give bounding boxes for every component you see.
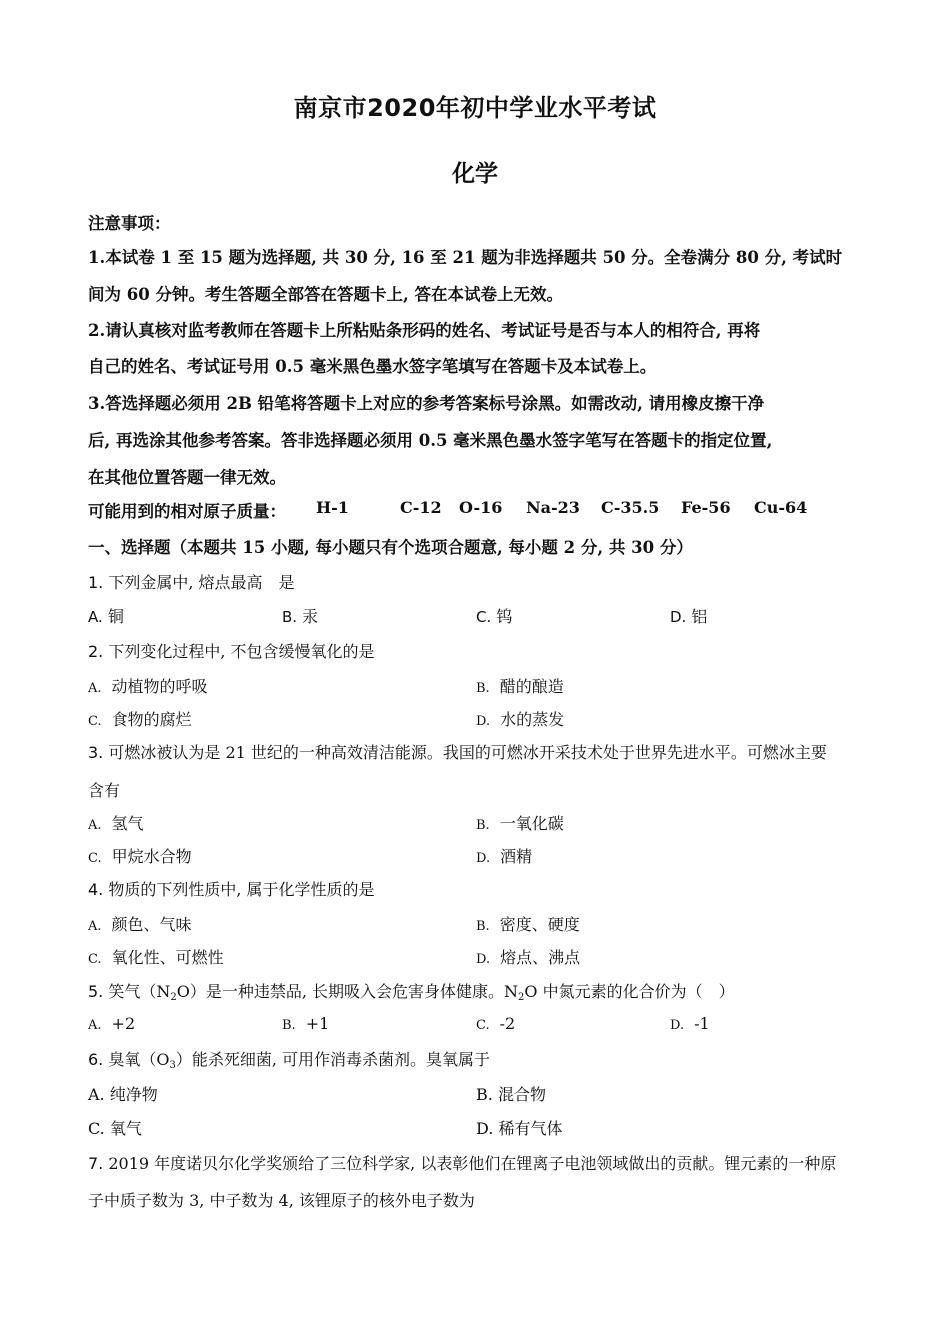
question-text: 2019 年度诺贝尔化学奖颁给了三位科学家, 以表彰他们在锂离子电池领域做出的贡献。锂元素的一种原 [108, 1154, 837, 1173]
option-label: C. [88, 714, 102, 729]
question-number: 2. [88, 642, 104, 661]
option [88, 811, 144, 834]
option-label: D. [476, 952, 491, 967]
atomic-masses-label: 可能用到的相对原子质量： [88, 502, 286, 521]
question-stem [88, 1151, 836, 1174]
option-label: B. [282, 608, 298, 626]
option-label: A. [88, 608, 103, 626]
question-stem [88, 740, 827, 763]
option-text: 氧气 [109, 1119, 142, 1138]
question-stem [88, 1047, 490, 1071]
question-stem [88, 979, 735, 1003]
subscript: 2 [170, 992, 177, 1003]
option-text: 纯净物 [109, 1085, 158, 1104]
option-text: 水的蒸发 [500, 710, 565, 729]
question-stem [88, 639, 375, 662]
option [88, 912, 192, 935]
option-label: B. [282, 1018, 296, 1033]
option [88, 674, 208, 697]
option-label: B. [476, 919, 490, 934]
question-text: ）能杀死细菌, 可用作消毒杀菌剂。臭氧属于 [175, 1050, 491, 1069]
atomic-masses [88, 498, 286, 522]
question-text: O 中氮元素的化合价为（ ） [524, 982, 735, 1001]
option-text: 稀有气体 [498, 1119, 563, 1138]
question-text-cont: 含有 [88, 781, 121, 800]
section-heading: 一、选择题（本题共 15 小题, 每小题只有个选项合题意, 每小题 2 分, 共 30 分） [88, 538, 693, 557]
option [88, 945, 224, 968]
notice-line: 2.请认真核对监考教师在答题卡上所粘贴条形码的姓名、考试证号是否与本人的相符合, 再将 [88, 321, 761, 340]
option-text: +1 [305, 1014, 330, 1033]
option-text: 铝 [691, 607, 708, 626]
option-text: 氢气 [111, 814, 144, 833]
question-text: O）是一种违禁品, 长期吸入会危害身体健康。N [176, 982, 519, 1001]
option-text: 钨 [496, 607, 513, 626]
option [88, 604, 124, 627]
atomic-mass-item: O-16 [459, 498, 503, 517]
option-label: B. [476, 681, 490, 696]
option-label: B. [476, 1085, 493, 1104]
option [88, 1082, 158, 1105]
option-text: 密度、硬度 [499, 915, 580, 934]
question-text-cont: 子中质子数为 3, 中子数为 4, 该锂原子的核外电子数为 [88, 1191, 475, 1210]
option-label: D. [476, 851, 491, 866]
option-label: C. [88, 1119, 105, 1138]
option [282, 1014, 329, 1033]
question-text: 物质的下列性质中, 属于化学性质的是 [108, 880, 375, 899]
option [476, 844, 532, 867]
option [476, 1116, 562, 1139]
atomic-mass-item: C-35.5 [601, 498, 660, 517]
question-text: 下列金属中, 熔点最高 是 [108, 573, 295, 592]
atomic-mass-item: H-1 [316, 498, 349, 517]
option-label: A. [88, 1085, 105, 1104]
option-label: D. [670, 1018, 685, 1033]
option-text: 醋的酿造 [499, 677, 564, 696]
question-number: 6. [88, 1050, 104, 1069]
notice-line: 1.本试卷 1 至 15 题为选择题, 共 30 分, 16 至 21 题为非选择题共 50 分。全卷满分 80 分, 考试时 [88, 248, 843, 267]
option [476, 707, 564, 730]
subscript: 3 [169, 1060, 176, 1071]
option-label: A. [88, 681, 102, 696]
option [88, 844, 192, 867]
notice-line: 间为 60 分钟。考生答题全部答在答题卡上, 答在本试卷上无效。 [88, 285, 563, 304]
option [670, 1014, 710, 1033]
option-label: C. [88, 952, 102, 967]
option-text: 氧化性、可燃性 [111, 948, 224, 967]
option-label: A. [88, 818, 102, 833]
notice-line: 自己的姓名、考试证号用 0.5 毫米黑色墨水签字笔填写在答题卡及本试卷上。 [88, 357, 657, 376]
option-label: C. [88, 851, 102, 866]
question-text: 臭氧（O [108, 1050, 170, 1069]
question-text: 笑气（N [108, 982, 171, 1001]
option-label: D. [670, 608, 687, 626]
option [476, 912, 580, 935]
question-number: 1. [88, 573, 104, 592]
atomic-mass-item: Cu-64 [754, 498, 808, 517]
option-text: -1 [694, 1014, 710, 1033]
question-number: 4. [88, 880, 104, 899]
notice-line: 在其他位置答题一律无效。 [88, 468, 286, 487]
option-text: 酒精 [500, 847, 533, 866]
option-label: C. [476, 1018, 490, 1033]
question-number: 3. [88, 743, 104, 762]
option-text: 熔点、沸点 [500, 948, 581, 967]
question-number: 5. [88, 982, 104, 1001]
notice-line: 3.答选择题必须用 2B 铅笔将答题卡上对应的参考答案标号涂黑。如需改动, 请用橡皮擦干净 [88, 394, 765, 413]
option-text: 汞 [302, 607, 319, 626]
question-text: 下列变化过程中, 不包含缓慢氧化的是 [108, 642, 375, 661]
exam-title: 南京市2020年初中学业水平考试 [293, 94, 657, 122]
option [88, 707, 192, 730]
option-text: 动植物的呼吸 [111, 677, 208, 696]
option-text: 混合物 [497, 1085, 546, 1104]
option-text: 食物的腐烂 [111, 710, 192, 729]
option-label: B. [476, 818, 490, 833]
option-text: -2 [499, 1014, 516, 1033]
option [88, 1116, 142, 1139]
subject-title: 化学 [452, 161, 498, 187]
option-label: C. [476, 608, 492, 626]
option-text: 甲烷水合物 [111, 847, 192, 866]
option [476, 945, 580, 968]
atomic-mass-item: Fe-56 [681, 498, 731, 517]
atomic-mass-item: C-12 [400, 498, 442, 517]
option [476, 811, 564, 834]
option [670, 604, 707, 627]
option [282, 604, 318, 627]
option [476, 674, 564, 697]
subscript: 2 [518, 992, 525, 1003]
question-stem [88, 877, 375, 900]
option [476, 1082, 546, 1105]
option-text: +2 [111, 1014, 136, 1033]
option-text: 一氧化碳 [499, 814, 564, 833]
option [88, 1014, 135, 1033]
notice-line: 后, 再选涂其他参考答案。答非选择题必须用 0.5 毫米黑色墨水签字笔写在答题卡的指定位置, [88, 431, 773, 450]
option [476, 1014, 515, 1033]
question-stem [88, 570, 295, 593]
option-label: A. [88, 919, 102, 934]
option-text: 颜色、气味 [111, 915, 192, 934]
option-label: D. [476, 1119, 494, 1138]
question-number: 7. [88, 1154, 104, 1173]
atomic-mass-item: Na-23 [526, 498, 580, 517]
option [476, 604, 512, 627]
question-text: 可燃冰被认为是 21 世纪的一种高效清洁能源。我国的可燃冰开采技术处于世界先进水平。可燃冰主要 [108, 743, 827, 762]
option-text: 铜 [107, 607, 124, 626]
option-label: A. [88, 1018, 102, 1033]
notice-heading: 注意事项： [88, 214, 171, 233]
option-label: D. [476, 714, 491, 729]
